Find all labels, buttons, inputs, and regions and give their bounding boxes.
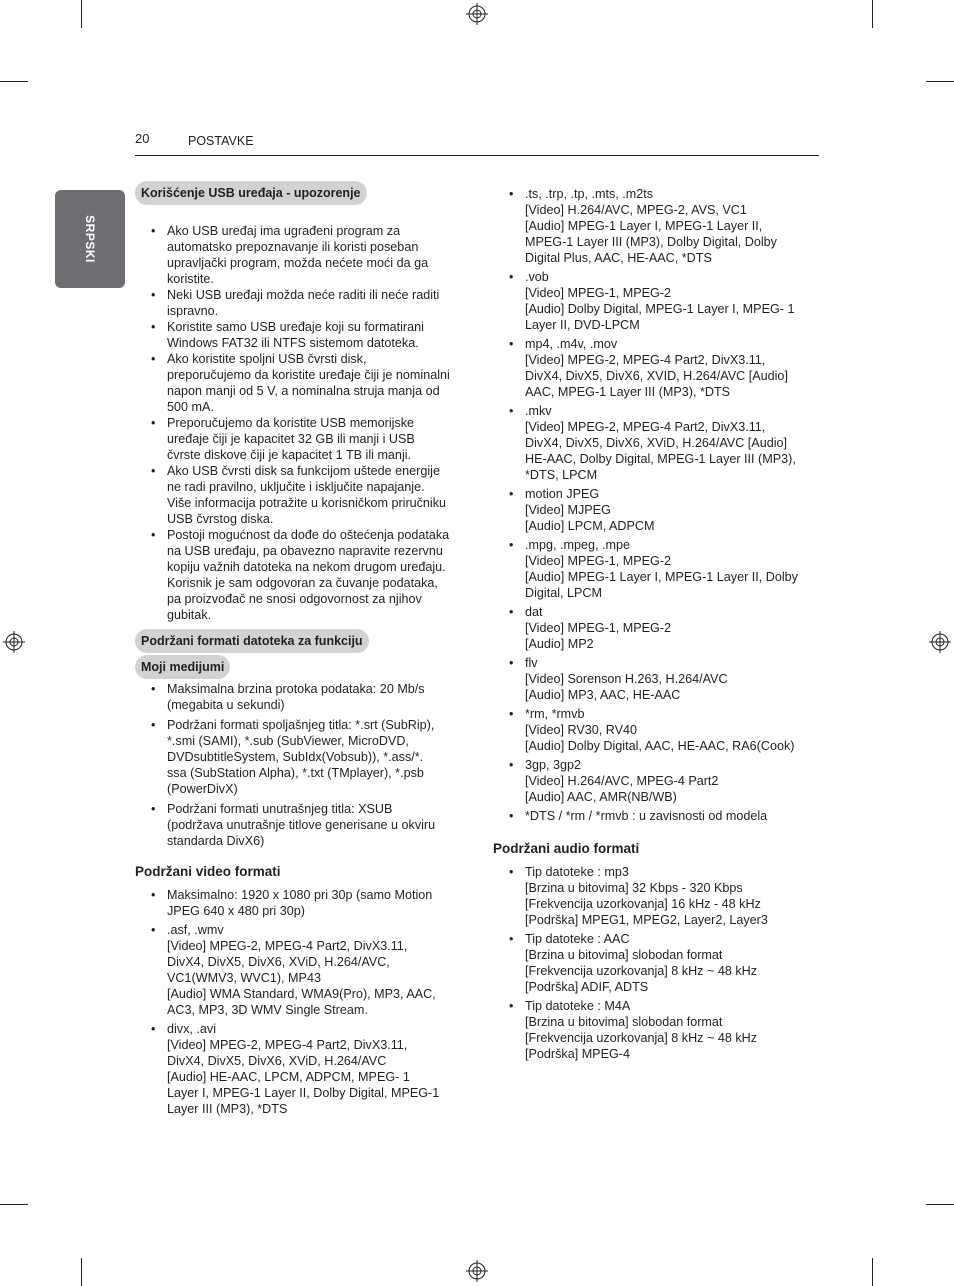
list-item-line: JPEG 640 x 480 pri 30p) (167, 904, 305, 918)
bullet-list (135, 681, 465, 849)
list-item-line: • Podržani formati spoljašnjeg titla: *.srt (SubRip), (167, 718, 435, 732)
list-item-line: • motion JPEG (525, 487, 600, 501)
list-item-line: DivX4, DivX5, DivX6, XViD, H.264/AVC (167, 1054, 387, 1068)
list-item (493, 864, 823, 928)
list-item-line: • 3gp, 3gp2 (525, 758, 582, 772)
list-item (135, 801, 465, 849)
list-item (135, 287, 465, 319)
crop-mark (0, 81, 28, 82)
list-item (493, 808, 823, 824)
list-item-line: • Postoji mogućnost da dođe do oštećenja podataka (167, 528, 450, 542)
list-item-line: ne radi pravilno, uključite i isključite napajanje. (167, 480, 425, 494)
list-item-line: pa proizvođač ne snosi odgovornost za njihov (167, 592, 422, 606)
list-item-line: [Audio] LPCM, ADPCM (525, 519, 655, 533)
list-item-line: DivX4, DivX5, DivX6, XViD, H.264/AVC [Audio] (525, 436, 788, 450)
section-title: POSTAVKE (188, 134, 254, 148)
list-item (135, 527, 465, 623)
list-item-line: [Brzina u bitovima] 32 Kbps - 320 Kbps (525, 881, 743, 895)
list-item (493, 537, 823, 601)
list-item-line: • Maksimalna brzina protoka podataka: 20 Mb/s (167, 682, 425, 696)
list-item-line: 500 mA. (167, 400, 214, 414)
video-formats-heading: Podržani video formati (135, 864, 281, 879)
list-item (135, 681, 465, 713)
list-item (135, 463, 465, 527)
list-item-line: [Audio] MPEG-1 Layer I, MPEG-1 Layer II, (525, 219, 763, 233)
crop-mark (81, 0, 82, 28)
list-item-line: [Audio] HE-AAC, LPCM, ADPCM, MPEG- 1 (167, 1070, 410, 1084)
crop-mark (872, 1258, 873, 1286)
header-divider (135, 155, 819, 156)
list-item-line: [Audio] MP3, AAC, HE-AAC (525, 688, 681, 702)
list-item-line: • *rm, *rmvb (525, 707, 585, 721)
crop-mark (872, 0, 873, 28)
usb-warning-list (135, 223, 465, 623)
list-item (493, 757, 823, 805)
list-item-line: Windows FAT32 ili NTFS sistemom datoteka. (167, 336, 419, 350)
list-item-line: DivX4, DivX5, DivX6, XVID, H.264/AVC [Audio] (525, 369, 788, 383)
list-item-line: [Audio] Dolby Digital, AAC, HE-AAC, RA6(Cook) (525, 739, 795, 753)
list-item-line: [Brzina u bitovima] slobodan format (525, 948, 723, 962)
list-item-line: uređaje čiji je kapacitet 32 GB ili manji i USB (167, 432, 415, 446)
page-number: 20 (135, 131, 150, 146)
list-item-line: • divx, .avi (167, 1022, 216, 1036)
list-item (135, 922, 465, 1018)
list-item-line: [Video] MPEG-1, MPEG-2 (525, 621, 672, 635)
list-item-line: VC1(WMV3, WVC1), MP43 (167, 971, 321, 985)
supported-formats-heading-cont: Moji medijumi (135, 655, 230, 679)
crop-mark (926, 81, 954, 82)
list-item (135, 415, 465, 463)
video-formats-list (135, 887, 465, 1117)
crop-mark (926, 1204, 954, 1205)
list-item (493, 486, 823, 534)
language-tab-label: SRPSKI (83, 215, 97, 263)
list-item-line: [Frekvencija uzorkovanja] 8 kHz ~ 48 kHz (525, 964, 758, 978)
list-item-line: *DTS, LPCM (525, 468, 598, 482)
list-item-line: koristite. (167, 272, 214, 286)
list-item (493, 403, 823, 483)
list-item-line: [Podrška] MPEG1, MPEG2, Layer2, Layer3 (525, 913, 768, 927)
list-item-line: [Video] MPEG-1, MPEG-2 (525, 554, 672, 568)
list-item-line: na USB uređaju, pa obavezno napravite rezervnu (167, 544, 443, 558)
list-item (493, 931, 823, 995)
bullet-list (493, 864, 823, 1062)
bullet-list (135, 223, 465, 623)
list-item-line: [Brzina u bitovima] slobodan format (525, 1015, 723, 1029)
bullet-list (135, 887, 465, 1117)
list-item-line: • .mkv (525, 404, 552, 418)
list-item-line: • Podržani formati unutrašnjeg titla: XSUB (167, 802, 393, 816)
list-item (493, 604, 823, 652)
list-item-line: [Video] MPEG-2, MPEG-4 Part2, DivX3.11, (167, 1038, 408, 1052)
list-item-line: [Video] MPEG-2, MPEG-4 Part2, DivX3.11, (525, 420, 766, 434)
list-item-line: standarda DivX6) (167, 834, 265, 848)
bullet-list (493, 186, 823, 824)
list-item-line: • .mpg, .mpeg, .mpe (525, 538, 630, 552)
list-item (135, 351, 465, 415)
list-item (493, 336, 823, 400)
list-item (135, 319, 465, 351)
list-item-line: • .ts, .trp, .tp, .mts, .m2ts (525, 187, 654, 201)
crop-mark (0, 1204, 28, 1205)
list-item-line: • .vob (525, 270, 549, 284)
list-item-line: • Neki USB uređaji možda neće raditi ili neće raditi (167, 288, 440, 302)
list-item-line: • Ako USB uređaj ima ugrađeni program za (167, 224, 401, 238)
list-item (135, 717, 465, 797)
list-item-line: [Video] MPEG-2, MPEG-4 Part2, DivX3.11, (167, 939, 408, 953)
language-tab (55, 190, 125, 288)
list-item-line: [Audio] MPEG-1 Layer I, MPEG-1 Layer II, Dolby (525, 570, 798, 584)
list-item-line: napon manji od 5 V, a nominalna struja manja od (167, 384, 440, 398)
list-item-line: [Video] MPEG-1, MPEG-2 (525, 286, 672, 300)
registration-mark-icon (929, 631, 951, 653)
list-item-line: [Podrška] MPEG-4 (525, 1047, 630, 1061)
list-item-line: • *DTS / *rm / *rmvb : u zavisnosti od modela (525, 809, 768, 823)
list-item (493, 655, 823, 703)
list-item-line: • Ako koristite spoljni USB čvrsti disk, (167, 352, 367, 366)
list-item (135, 223, 465, 287)
list-item-line: [Audio] WMA Standard, WMA9(Pro), MP3, AAC, (167, 987, 436, 1001)
audio-formats-list (493, 864, 823, 1062)
list-item-line: • Tip datoteke : mp3 (525, 865, 629, 879)
list-item-line: preporučujemo da koristite uređaje čiji je nominalni (167, 368, 450, 382)
list-item-line: Više informacija potražite u korisničkom priručniku (167, 496, 447, 510)
list-item-line: Layer III (MP3), *DTS (167, 1102, 288, 1116)
registration-mark-icon (466, 3, 488, 25)
list-item-line: gubitak. (167, 608, 212, 622)
list-item-line: • Koristite samo USB uređaje koji su formatirani (167, 320, 424, 334)
list-item (493, 269, 823, 333)
list-item-line: • Maksimalno: 1920 x 1080 pri 30p (samo Motion (167, 888, 433, 902)
supported-formats-heading: Podržani formati datoteka za funkciju (135, 629, 369, 653)
list-item-line: AAC, MPEG-1 Layer III (MP3), *DTS (525, 385, 731, 399)
list-item-line: AC3, MP3, 3D WMV Single Stream. (167, 1003, 368, 1017)
list-item-line: Layer II, DVD-LPCM (525, 318, 640, 332)
supported-formats-list (135, 681, 465, 849)
registration-mark-icon (466, 1260, 488, 1282)
list-item-line: Digital Plus, AAC, HE-AAC, *DTS (525, 251, 712, 265)
list-item-line: • dat (525, 605, 543, 619)
list-item-line: (megabita u sekundi) (167, 698, 285, 712)
usb-warning-heading: Korišćenje USB uređaja - upozorenje (135, 181, 367, 205)
list-item (493, 998, 823, 1062)
list-item-line: ssa (SubStation Alpha), *.txt (TMplayer), *.psb (167, 766, 424, 780)
list-item-line: [Video] RV30, RV40 (525, 723, 638, 737)
list-item-line: ispravno. (167, 304, 219, 318)
audio-formats-heading: Podržani audio formati (493, 841, 640, 856)
list-item-line: (podržava unutrašnje titlove generisane u okviru (167, 818, 436, 832)
list-item-line: Digital, LPCM (525, 586, 602, 600)
list-item (493, 186, 823, 266)
list-item-line: Layer I, MPEG-1 Layer II, Dolby Digital, MPEG-1 (167, 1086, 440, 1100)
list-item-line: • Preporučujemo da koristite USB memorijske (167, 416, 415, 430)
list-item-line: [Audio] Dolby Digital, MPEG-1 Layer I, MPEG- 1 (525, 302, 795, 316)
list-item-line: • Tip datoteke : AAC (525, 932, 630, 946)
list-item (135, 1021, 465, 1117)
list-item-line: [Video] H.264/AVC, MPEG-2, AVS, VC1 (525, 203, 747, 217)
crop-mark (81, 1258, 82, 1286)
list-item-line: automatsko prepoznavanje ili koristi poseban (167, 240, 419, 254)
list-item-line: (PowerDivX) (167, 782, 238, 796)
list-item-line: čvrste diskove čiji je kapacitet 1 TB ili manji. (167, 448, 412, 462)
registration-mark-icon (3, 631, 25, 653)
list-item (135, 887, 465, 919)
list-item-line: DVDsubtitleSystem, SubIdx(Vobsub)), *.ass/*. (167, 750, 424, 764)
list-item-line: [Video] MJPEG (525, 503, 611, 517)
list-item-line: [Video] H.264/AVC, MPEG-4 Part2 (525, 774, 719, 788)
list-item-line: upravljački program, možda nećete moći da ga (167, 256, 429, 270)
list-item-line: • mp4, .m4v, .mov (525, 337, 618, 351)
list-item-line: • Ako USB čvrsti disk sa funkcijom uštede energije (167, 464, 440, 478)
list-item-line: • Tip datoteke : M4A (525, 999, 631, 1013)
video-formats-list-continued (493, 186, 823, 824)
list-item-line: Korisnik je sam odgovoran za čuvanje podataka, (167, 576, 438, 590)
list-item-line: *.smi (SAMI), *.sub (SubViewer, MicroDVD, (167, 734, 409, 748)
list-item-line: [Video] MPEG-2, MPEG-4 Part2, DivX3.11, (525, 353, 766, 367)
list-item-line: [Frekvencija uzorkovanja] 8 kHz ~ 48 kHz (525, 1031, 758, 1045)
list-item-line: [Video] Sorenson H.263, H.264/AVC (525, 672, 728, 686)
list-item (493, 706, 823, 754)
list-item-line: [Frekvencija uzorkovanja] 16 kHz - 48 kHz (525, 897, 761, 911)
list-item-line: [Podrška] ADIF, ADTS (525, 980, 649, 994)
list-item-line: • .asf, .wmv (167, 923, 224, 937)
list-item-line: USB čvrstog diska. (167, 512, 274, 526)
list-item-line: [Audio] AAC, AMR(NB/WB) (525, 790, 677, 804)
list-item-line: MPEG-1 Layer III (MP3), Dolby Digital, Dolby (525, 235, 777, 249)
list-item-line: • flv (525, 656, 538, 670)
list-item-line: HE-AAC, Dolby Digital, MPEG-1 Layer III (MP3), (525, 452, 796, 466)
list-item-line: kopiju važnih datoteka na nekom drugom uređaju. (167, 560, 446, 574)
list-item-line: DivX4, DivX5, DivX6, XViD, H.264/AVC, (167, 955, 390, 969)
list-item-line: [Audio] MP2 (525, 637, 594, 651)
